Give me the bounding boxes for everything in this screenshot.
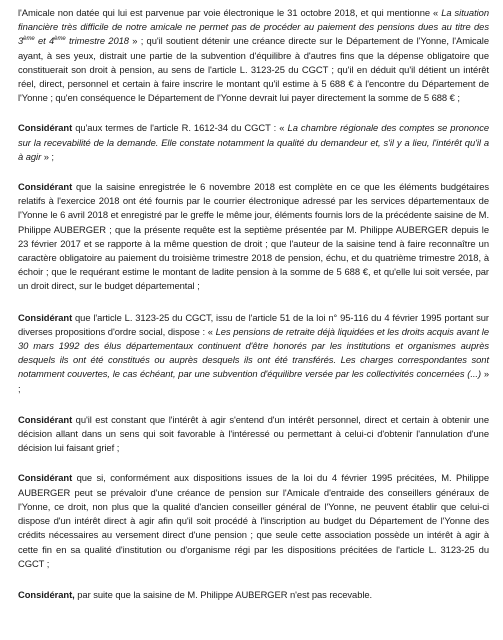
p6-lead: Considérant [18,472,73,484]
p2-lead: Considérant [18,122,73,134]
p4-text-a: que l'article L. 3123-25 du CGCT, issu de l'article 51 de la loi n° 95-116 du 4 février 1995 portant sur diverses propositions d'ordre social, dispose : « [18,311,489,337]
paragraph-continuation [18,6,489,105]
p5-text: qu'il est constant que l'intérêt à agir s'entend d'un intérêt personnel, direct et certain à obtenir une décision allant dans un sens qui soit favorable à l'intéressé ou permettant à celui-ci d'obtenir l'annulation d'une décision lui faisant grief ; [18,413,489,454]
p1-sup2: ème [54,36,66,43]
p5-lead: Considérant [18,413,73,425]
p7-lead: Considérant, [18,588,75,600]
p2-text-b: » ; [41,150,54,162]
p1-text-a: l'Amicale non datée qui lui est parvenue par voie électronique le 31 octobre 2018, et qui mentionne « [18,7,442,18]
p4-lead: Considérant [18,311,73,323]
p4-text-b: » ; [18,368,490,394]
paragraph-saisine [18,180,489,294]
p1-quote-part3: trimestre 2018 [65,35,129,47]
paragraph-conclusion [18,588,489,602]
paragraph-creance-pension [18,471,489,570]
p3-lead: Considérant [18,181,73,193]
paragraph-interet-a-agir [18,413,489,456]
p7-text: par suite que la saisine de M. Philippe AUBERGER n'est pas recevable. [74,588,373,600]
p2-quote: La chambre régionale des comptes se prononce sur la recevabilité de la demande. Elle constate notamment la qualité du demandeur et, s'il y a lieu, l'intérêt qu'il a à agir [18,122,490,162]
p1-text-b: » ; qu'il soutient détenir une créance directe sur le Département de l'Yonne, l'Amicale ayant, à ses yeux, distrait une partie de la subvention d'équilibre à d'autres fins que la dépense obligatoire que constituerait son droit à pension, au sens de l'article L. 3123-25 du CGCT ; qu'il en déduit qu'il détient un intérêt réel, direct, personnel et certain à faire inscrire le montant qu'il estime à 5 688 € à l'encontre du Département de l'Yonne ; qu'en conséquence le Département de l'Yonne devrait lui payer directement la somme de 5 688 € ; [18,35,489,104]
p3-text: que la saisine enregistrée le 6 novembre 2018 est complète en ce que les éléments budgétaires relatifs à l'exercice 2018 ont été fournis par le courrier électronique adressé par les services départementaux de l'Yonne le 6 avril 2018 et enregistré par le greffe le même jour, éléments fournis lors de la précédente saisine de M. Philippe AUBERGER ; que la présente requête est la septième présentée par M. Philippe AUBERGER depuis le 23 février 2017 et se rapporte à la même question de droit ; que l'auteur de la saisine tend à faire reconnaître un caractère obligatoire au paiement du troisième trimestre 2018 de pension, échu, et du quatrième trimestre 2018, à échoir ; que le requérant estime le montant de ladite pension à la somme de 5 688 €, et qu'elle lui soit versée, par un droit direct, sur le budget départemental ; [18,181,489,292]
paragraph-l3123-25 [18,311,489,396]
p6-text: que si, conformément aux dispositions issues de la loi du 4 février 1995 précitées, M. Philippe AUBERGER peut se prévaloir d'une créance de pension sur l'Amicale d'entraide des conseillers généraux de l'Yonne, ce droit, non plus que la qualité d'ancien conseiller général de l'Yonne, ne peuvent établir que celui-ci dispose d'un intérêt direct à agir afin qu'il soit procédé à l'inscription au budget du Département de l'Yonne des crédits nécessaires au versement direct d'une pension ; que seule cette association possède un intérêt à agir à cette fin en sa qualité d'institution ou d'organisme régi par les dispositions précitées de l'article L. 3123-25 du CGCT ; [18,472,489,569]
p1-quote-part1: La situation financière très difficile de notre amicale ne permet pas de procéder au paiement des pensions dues au titre des 3 [18,7,489,47]
paragraph-r1612-34 [18,121,489,164]
p1-quote-part2: et 4 [34,35,55,47]
p2-text-a: qu'aux termes de l'article R. 1612-34 du CGCT : « [72,122,288,134]
p4-quote: Les pensions de retraite déjà liquidées et les droits acquis avant le 30 mars 1992 des élus départementaux continuent d'être honorés par les institutions et organismes auprès desquels ils ont été constitués ou auprès desquels ils ont été transférés. Les charges correspondantes sont notamment couvertes, le cas échéant, par une subvention d'équilibre versée par les collectivités concernées (...) [18,325,489,380]
p1-sup1: ème [23,36,35,43]
